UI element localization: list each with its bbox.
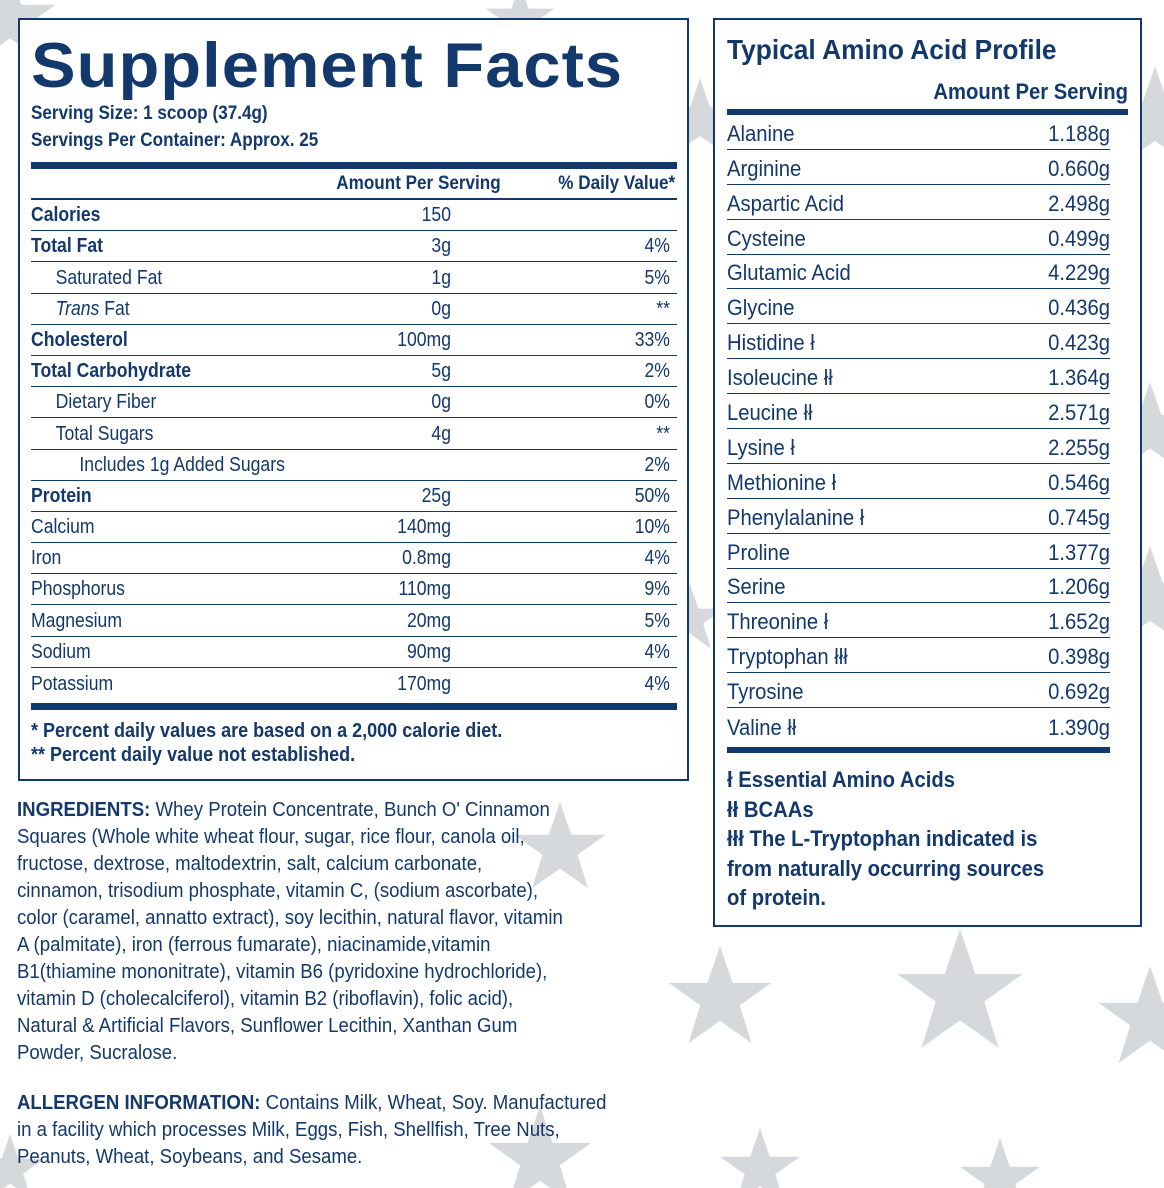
trans-label: Trans — [55, 297, 100, 320]
daily-value-column-header: % Daily Value* — [558, 172, 676, 194]
facts-row-calcium — [31, 512, 677, 543]
footnote-not-established: ** Percent daily value not established. — [31, 744, 356, 766]
facts-row-potassium — [31, 668, 677, 699]
amino-value: 2.571g — [1048, 400, 1110, 426]
amino-row — [727, 569, 1110, 604]
amino-name: Valine łł — [727, 715, 797, 741]
ingredients-line: B1(thiamine mononitrate), vitamin B6 (pyridoxine hydrochloride), — [17, 961, 548, 983]
facts-row-protein — [31, 481, 677, 512]
thick-divider — [31, 703, 677, 710]
nutrient-name: Total Carbohydrate — [31, 360, 192, 383]
ingredients-line: Natural & Artificial Flavors, Sunflower Lecithin, Xanthan Gum — [17, 1015, 518, 1037]
facts-row-dietary-fiber — [31, 387, 677, 418]
amino-row — [727, 638, 1110, 673]
amino-legend — [727, 765, 1128, 913]
facts-row-phosphorus — [31, 574, 677, 605]
allergen-label: ALLERGEN INFORMATION: — [17, 1092, 261, 1114]
legend-bcaas: łł BCAAs — [727, 796, 814, 822]
footnote-daily-values: * Percent daily values are based on a 2,000 calorie diet. — [31, 720, 503, 742]
nutrient-dv: 4% — [644, 235, 670, 258]
nutrient-amount: 100mg — [397, 328, 451, 351]
nutrient-name: Total Sugars — [55, 422, 154, 445]
amino-name: Aspartic Acid — [727, 190, 844, 216]
amino-value: 0.546g — [1048, 469, 1110, 495]
amino-value: 0.423g — [1048, 330, 1110, 356]
amino-value: 1.206g — [1048, 574, 1110, 600]
amino-name: Tyrosine — [727, 679, 804, 705]
nutrient-dv: 2% — [644, 360, 670, 383]
amino-row — [727, 185, 1110, 220]
amino-name: Methionine ł — [727, 469, 837, 495]
nutrient-name: Potassium — [31, 673, 114, 695]
amino-name: Arginine — [727, 155, 802, 181]
nutrient-name: Calories — [31, 204, 101, 227]
amino-acid-profile-panel — [713, 18, 1142, 927]
amino-row — [727, 255, 1110, 290]
amino-value: 0.660g — [1048, 155, 1110, 181]
nutrient-amount: 0.8mg — [402, 547, 451, 570]
nutrient-dv: 33% — [634, 328, 670, 351]
amino-name: Alanine — [727, 120, 795, 146]
facts-row-total-fat — [31, 231, 677, 262]
ingredients-line — [17, 797, 659, 824]
nutrient-amount: 5g — [431, 360, 451, 383]
allergen-line: Peanuts, Wheat, Soybeans, and Sesame. — [17, 1146, 363, 1168]
nutrient-dv: ** — [656, 422, 670, 445]
nutrient-dv: 0% — [644, 391, 670, 414]
legend-tryptophan-3: of protein. — [727, 885, 826, 911]
ingredients-line: A (palmitate), iron (ferrous fumarate), niacinamide,vitamin — [17, 934, 491, 956]
ingredients-line: Squares (Whole white wheat flour, sugar, rice flour, canola oil, — [17, 826, 525, 848]
amino-name: Glycine — [727, 295, 795, 321]
ingredients-line: fructose, dextrose, maltodextrin, salt, calcium carbonate, — [17, 853, 483, 875]
supplement-facts-title: Supplement Facts — [31, 31, 624, 101]
ingredients-line: cinnamon, trisodium phosphate, vitamin C, (sodium ascorbate), — [17, 880, 539, 902]
amino-row — [727, 150, 1110, 185]
facts-row-magnesium — [31, 605, 677, 636]
facts-row-added-sugars — [31, 450, 677, 481]
nutrient-name: Phosphorus — [31, 578, 125, 601]
facts-row-trans-fat — [31, 294, 677, 325]
amino-value: 1.390g — [1048, 715, 1110, 741]
amino-name: Threonine ł — [727, 609, 829, 635]
nutrient-name: Cholesterol — [31, 328, 128, 351]
amino-row — [727, 115, 1110, 150]
nutrient-dv: 10% — [634, 516, 670, 539]
ingredients-line: color (caramel, annatto extract), soy lecithin, natural flavor, vitamin — [17, 907, 563, 929]
star-icon — [960, 1138, 1040, 1188]
amino-name: Glutamic Acid — [727, 260, 851, 286]
amount-column-header: Amount Per Serving — [336, 172, 501, 194]
allergen-line — [17, 1090, 659, 1117]
amino-row — [727, 324, 1110, 359]
amino-row — [727, 359, 1110, 394]
amino-amount-header: Amount Per Serving — [933, 79, 1128, 104]
star-icon — [720, 1128, 800, 1188]
amino-value: 1.377g — [1048, 539, 1110, 565]
nutrient-name: Saturated Fat — [55, 266, 163, 289]
ingredients-paragraph — [17, 797, 707, 1067]
amino-value: 0.398g — [1048, 644, 1110, 670]
allergen-paragraph — [17, 1090, 707, 1171]
nutrient-amount: 25g — [421, 484, 451, 507]
facts-row-total-sugars — [31, 418, 677, 449]
thick-divider — [31, 162, 677, 169]
amino-name: Tryptophan łłł — [727, 644, 848, 670]
nutrient-amount: 3g — [431, 235, 451, 258]
star-icon — [1099, 966, 1164, 1063]
facts-row-sodium — [31, 637, 677, 668]
nutrient-dv: 4% — [644, 673, 670, 695]
facts-row-saturated-fat — [31, 262, 677, 293]
amino-row — [727, 603, 1110, 638]
amino-value: 2.498g — [1048, 190, 1110, 216]
amino-name: Proline — [727, 539, 791, 565]
nutrient-name: Dietary Fiber — [55, 391, 157, 414]
amino-value: 1.188g — [1048, 120, 1110, 146]
nutrient-amount: 0g — [431, 391, 451, 414]
nutrient-amount: 0g — [431, 297, 451, 320]
amino-row — [727, 429, 1110, 464]
amino-value: 4.229g — [1048, 260, 1110, 286]
facts-row-iron — [31, 543, 677, 574]
amino-value: 1.652g — [1048, 609, 1110, 635]
amino-value: 2.255g — [1048, 434, 1110, 460]
nutrient-amount: 170mg — [397, 673, 451, 695]
allergen-line: in a facility which processes Milk, Eggs, Fish, Shellfish, Tree Nuts, — [17, 1119, 560, 1141]
allergen-text: Contains Milk, Wheat, Soy. Manufactured — [260, 1092, 607, 1114]
amino-value: 0.436g — [1048, 295, 1110, 321]
facts-footnotes — [31, 719, 677, 767]
nutrient-amount: 150 — [421, 204, 451, 227]
amino-name: Leucine łł — [727, 400, 813, 426]
amino-row — [727, 289, 1110, 324]
amino-value: 0.692g — [1048, 679, 1110, 705]
nutrient-dv: 2% — [644, 453, 670, 476]
nutrient-dv: 5% — [644, 609, 670, 632]
nutrient-amount: 90mg — [406, 640, 451, 663]
amino-name: Phenylalanine ł — [727, 504, 865, 530]
amino-row — [727, 394, 1110, 429]
facts-row-total-carbohydrate — [31, 356, 677, 387]
thick-divider — [727, 747, 1110, 753]
amino-name: Histidine ł — [727, 330, 815, 356]
legend-tryptophan-2: from naturally occurring sources — [727, 855, 1045, 881]
servings-per-container: Servings Per Container: Approx. 25 — [31, 130, 319, 151]
nutrient-amount: 20mg — [406, 609, 451, 632]
amino-row — [727, 708, 1110, 743]
amino-value: 1.364g — [1048, 365, 1110, 391]
legend-essential: ł Essential Amino Acids — [727, 767, 955, 793]
amino-row — [727, 220, 1110, 255]
nutrient-name — [31, 298, 295, 321]
amino-row — [727, 464, 1110, 499]
amino-row — [727, 673, 1110, 708]
amino-value: 0.499g — [1048, 225, 1110, 251]
amino-name: Serine — [727, 574, 786, 600]
nutrient-dv: 5% — [644, 266, 670, 289]
facts-row-cholesterol — [31, 325, 677, 356]
amino-name: Isoleucine łł — [727, 365, 833, 391]
nutrient-dv: 4% — [644, 640, 670, 663]
amino-name: Cysteine — [727, 225, 806, 251]
nutrient-dv: 4% — [644, 547, 670, 570]
ingredients-label: INGREDIENTS: — [17, 799, 151, 821]
amino-profile-title: Typical Amino Acid Profile — [727, 34, 1057, 65]
ingredients-text: Whey Protein Concentrate, Bunch O' Cinnamon — [150, 799, 550, 821]
amino-row — [727, 499, 1110, 534]
nutrient-amount: 140mg — [397, 516, 451, 539]
nutrient-name: Protein — [31, 484, 92, 507]
nutrient-name: Total Fat — [31, 235, 104, 258]
legend-tryptophan-1: łłł The L-Tryptophan indicated is — [727, 826, 1038, 852]
supplement-facts-panel — [18, 18, 689, 781]
nutrient-amount: 110mg — [398, 578, 451, 601]
facts-row-calories — [31, 200, 677, 231]
nutrient-dv: 9% — [644, 578, 670, 601]
nutrient-dv: ** — [656, 297, 670, 320]
nutrient-name: Iron — [31, 547, 62, 570]
nutrient-name: Calcium — [31, 516, 95, 539]
amino-value: 0.745g — [1048, 504, 1110, 530]
star-icon — [897, 929, 1022, 1048]
nutrient-name: Magnesium — [31, 609, 122, 632]
nutrient-amount: 4g — [431, 422, 451, 445]
ingredients-line: vitamin D (cholecalciferol), vitamin B2 (riboflavin), folic acid), — [17, 988, 514, 1010]
facts-table-header — [31, 169, 677, 200]
nutrient-name: Sodium — [31, 640, 91, 663]
fat-label: Fat — [99, 297, 130, 320]
serving-size: Serving Size: 1 scoop (37.4g) — [31, 103, 268, 124]
amino-name: Lysine ł — [727, 434, 795, 460]
nutrient-amount: 1g — [431, 266, 451, 289]
nutrient-name: Includes 1g Added Sugars — [79, 453, 285, 476]
nutrient-dv: 50% — [634, 484, 670, 507]
ingredients-line: Powder, Sucralose. — [17, 1042, 178, 1064]
amino-row — [727, 534, 1110, 569]
